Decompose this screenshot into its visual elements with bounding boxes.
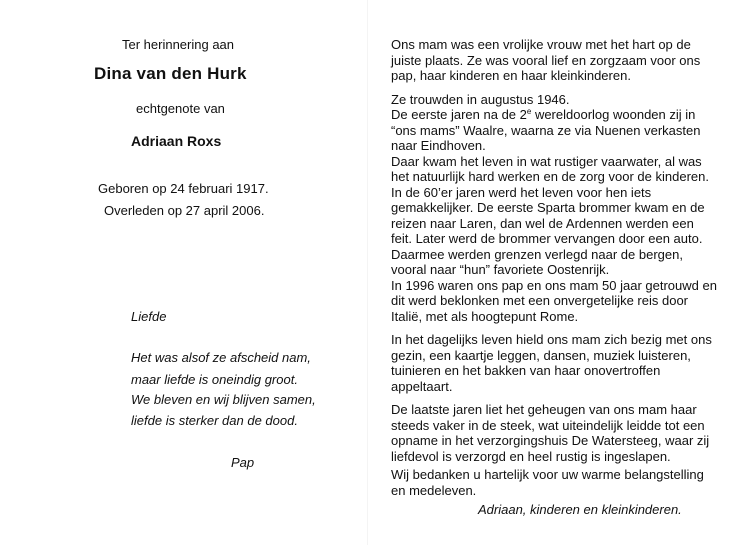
poem-line: We bleven en wij blijven samen, [131,392,316,407]
story-line: In het dagelijks leven hield ons mam zich bezig met ons [391,332,712,347]
story-line: naar Eindhoven. [391,138,486,153]
story-line: Daarmee werden grenzen verlegd naar de bergen, [391,246,683,262]
story-line: appeltaart. [391,378,453,394]
story-line: vooral naar “hun” favoriete Oostenrijk. [391,262,610,277]
story-text: De eerste jaren na de 2 [391,107,527,122]
story-line: opname in het verzorgingshuis De Watersteeg, waar zij [391,433,710,448]
story-line: Italië, met als hoogtepunt Rome. [391,308,579,324]
poem-author: Pap [231,455,255,470]
spouse-intro: echtgenote van [136,101,225,116]
story-line: juiste plaats. Ze was vooral lief en zorgzaam voor ons [391,52,701,68]
story-line: steeds vaker in de steek, wat uiteindelijk leidde tot een [391,417,705,433]
story-line: Ze trouwden in augustus 1946. [391,91,570,107]
story-line: pap, haar kinderen en haar kleinkinderen. [391,68,631,83]
death-date: Overleden op 27 april 2006. [104,203,265,218]
ordinal-suffix: e [526,107,532,116]
thanks-paragraph [391,467,704,498]
poem-title: Liefde [131,309,167,324]
story-line: Ons mam was een vrolijke vrouw met het hart op de [391,37,691,52]
story-line: gemakkelijker. De eerste Sparta brommer kwam en de [391,200,705,215]
story-line: reizen naar Laren, dan wel de Ardennen werden een [391,215,694,231]
life-story [391,37,721,464]
family-signature: Adriaan, kinderen en kleinkinderen. [478,502,682,517]
story-line: gezin, een kaartje leggen, dansen, muziek luisteren, [391,347,691,363]
deceased-name: Dina van den Hurk [94,64,247,83]
story-line: liefdevol is verzorgd en heel rustig is ingeslapen. [391,448,671,464]
birth-date: Geboren op 24 februari 1917. [98,181,269,196]
story-line: “ons mams” Waalre, waarna ze via Nuenen verkasten [391,122,701,138]
story-line: het natuurlijk hard werken en de zorg voor de kinderen. [391,169,709,184]
story-line: en medeleven. [391,482,477,498]
story-line: Wij bedanken u hartelijk voor uw warme belangstelling [391,467,704,482]
spouse-name: Adriaan Roxs [131,133,222,149]
card-fold-line [367,0,368,545]
in-memory-heading: Ter herinnering aan [122,37,235,52]
story-line: feit. Later werd de brommer vervangen door een auto. [391,231,703,246]
story-line: In de 60’er jaren werd het leven voor hen iets [391,184,652,200]
story-line: In 1996 waren ons pap en ons mam 50 jaar getrouwd en [391,277,717,293]
story-line: dit werd beklonken met een onvergetelijke reis door [391,293,689,308]
story-line: tuinieren en het bakken van haar onovertroffen [391,363,661,378]
poem-line: Het was alsof ze afscheid nam, [131,350,311,365]
story-line [391,107,721,123]
poem-line: liefde is sterker dan de dood. [131,413,298,428]
poem-line: maar liefde is oneindig groot. [131,372,298,387]
story-line: Daar kwam het leven in wat rustiger vaarwater, al was [391,153,702,169]
story-text: wereldoorlog woonden zij in [531,107,696,122]
story-line: De laatste jaren liet het geheugen van ons mam haar [391,402,697,417]
